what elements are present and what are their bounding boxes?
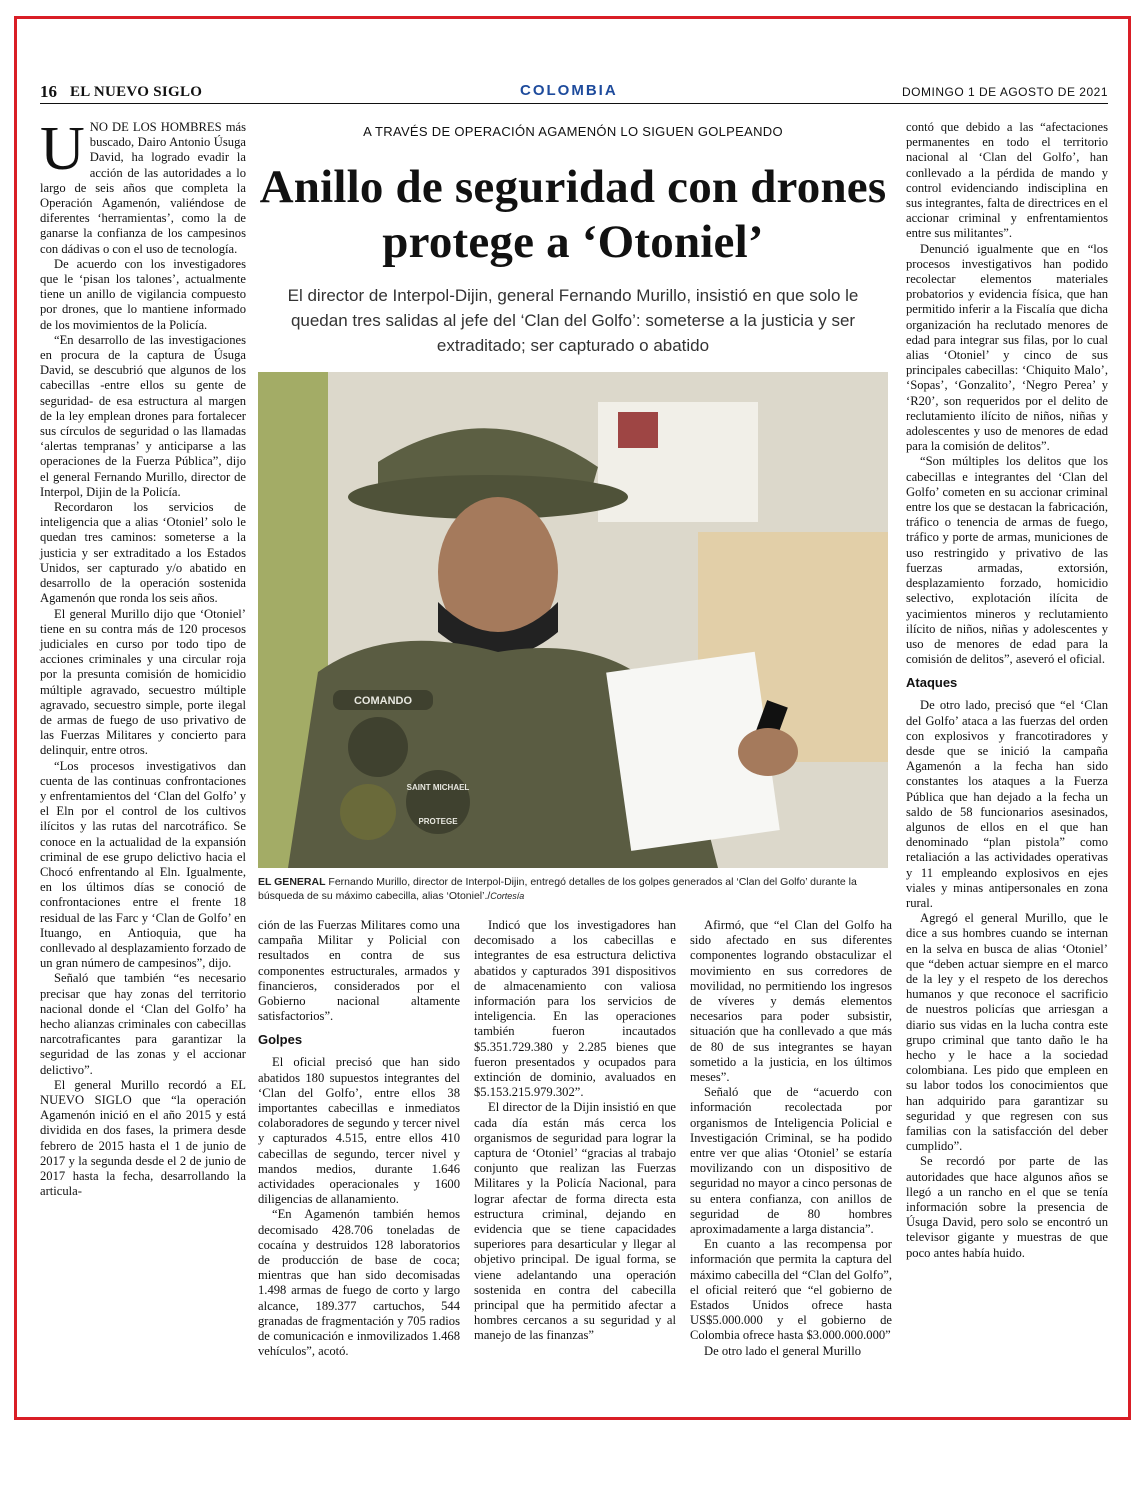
paragraph: Afirmó, que “el Clan del Golfo ha sido afectado en sus diferentes componentes logrando obstaculizar el movimiento en sus corredores de movilidad, no permitiendo los ingresos de víveres y demás elementos necesarios para poder subsistir, situación que ha conllevado a que más de 80 de sus integrantes se hayan sometido a la justicia, en los últimos meses”. [690,918,892,1085]
subhead-golpes: Golpes [258,1032,303,1048]
paragraph: Se recordó por parte de las autoridades que hace algunos años se llegó a un rancho en el que se tenía información sobre la presencia de Úsuga David, pero solo se encontró un televisor gigante y muestras de que poco antes había huido. [906,1154,1108,1260]
paragraph: ción de las Fuerzas Militares como una campaña Militar y Policial con resultados en contra de sus componentes estructurales, armados y financieros, considerados por el Gobierno nacional altamente satisfactorios”. [258,918,460,1024]
paragraph: Señaló que de “acuerdo con información recolectada por organismos de Inteligencia Policial e Investigación Criminal, se ha podido entre ver que alias ‘Otoniel’ se estaría movilizando con un dispositivo de seguridad no mayor a cinco personas de su entera confianza, con anillos de seguridad de 80 hombres aproximadamente a larga distancia”. [690,1085,892,1237]
column-3 [474,918,676,1344]
photo-badge: PROTEGE [418,817,458,826]
photo-caption [258,875,888,903]
subhead-ataques: Ataques [906,675,958,691]
photo-badge: COMANDO [353,695,413,707]
photo-illustration [258,372,888,868]
paragraph: Señaló que también “es necesario precisar que hay zonas del territorio nacional donde el ‘Clan del Golfo’ ha hecho alianzas criminales con cabecillas narcotraficantes para garantizar la seguridad de las zonas y el accionar delictivo”. [40,971,246,1077]
paragraph: más buscado, Dairo Antonio Úsuga David, ha logrado evadir la acción de las autoridades a lo largo de seis años que completa la Operación Agamenón, valiéndose de diferentes ‘herramientas’, como la de ganarse la confianza de los campesinos con dádivas o con el uso de tecnología. [40,120,246,256]
page-header [40,82,1108,104]
paragraph: Denunció igualmente que en “los procesos investigativos han podido recolectar elementos materiales probatorios y evidencia física, que han permitido inferir a la Fiscalía que dicha organización ha reclutado menores de edad para integrar sus filas, por lo cual alias ‘Otoniel’ y cinco de sus principales cabecillas: ‘Chiquito Malo’, ‘Sopas’, ‘Gonzalito’, ‘Negro Perea’ y ‘R20’, son requeridos por el delito de reclutamiento ilícito de niños, niñas y adolescentes y uso de menores de edad para la comisión de delitos”. [906,241,1108,454]
paragraph: El oficial precisó que han sido abatidos 180 supuestos integrantes del ‘Clan del Golfo’, entre ellos 38 importantes cabecillas e inmediatos colaboradores de segundo y tercer nivel y capturados 4.515, entre ellos 410 cabecillas de segundo, tercer nivel y mandos medios, durante 1.646 actividades operacionales y 1600 diligencias de allanamiento. [258,1055,460,1207]
paragraph: En cuanto a las recompensa por información que permita la captura del máximo cabecilla del “Clan del Golfo”, el oficial reiteró que “el gobierno de Estados Unidos ofrece hasta US$5.000.000 y el gobierno de Colombia ofrece hasta $3.000.000.000” [690,1237,892,1343]
photo-badge: SAINT MICHAEL [406,783,470,792]
lead-caps: NO DE LOS HOMBRES [89,120,222,134]
lead-paragraph [40,115,246,257]
article-kicker: A TRAVÉS DE OPERACIÓN AGAMENÓN LO SIGUEN GOLPEANDO [363,124,783,139]
paragraph: “Los procesos investigativos dan cuenta de las continuas confrontaciones y enfrentamientos del ‘Clan del Golfo’ y el Eln por el control de los cultivos ilícitos y las rutas del narcotráfico. Se conoce en la actualidad de la expansión criminal de ese grupo delictivo hacia el Chocó enfrentando al Eln. Igualmente, en los últimos días se conoció de confrontaciones entre el frente 18 residual de las Farc y ‘Clan de Golfo’ en Ituango, en Antioquia, que ha conllevado al desplazamiento forzado de un gran número de campesinos”, dijo. [40,758,246,971]
paragraph: El general Murillo dijo que ‘Otoniel’ tiene en su contra más de 120 procesos judiciales en curso por todo tipo de acciones criminales y una circular roja por la presunta comisión de homicidio múltiple agravado, secuestro múltiple agravado, secuestro simple, porte ilegal de armas de fuego de uso privativo de las Fuerzas Militares y concierto para delinquir, entre otros. [40,606,246,758]
article-photo [258,372,888,868]
caption-text: Fernando Murillo, director de Interpol-Dijin, entregó detalles de los golpes generados al ‘Clan del Golfo’ durante la búsqueda de su máximo cabecilla, alias ‘Otoniel’./ [258,876,857,902]
header-rule [40,103,1108,104]
issue-date: DOMINGO 1 DE AGOSTO DE 2021 [901,85,1108,99]
drop-cap: U [40,115,85,183]
paragraph: Indicó que los investigadores han decomisado a los cabecillas e integrantes de esa estructura delictiva abatidos y capturados 391 dispositivos de almacenamiento con valiosa información para los servicios de inteligencia. En las operaciones también fueron incautados $5.351.729.380 y 2.285 bienes que fueron presentados y ocupados para extinción de dominio, avaluados en $5.153.215.979.302”. [474,918,676,1100]
caption-lead: EL GENERAL [258,876,326,888]
paragraph: contó que debido a las “afectaciones permanentes en todo el territorio nacional al ‘Clan del Golfo’, han conllevado a la pérdida de mando y control evidenciando indisciplina en sus integrantes, falta de directrices en el accionar criminal y enfrentamientos entre sus militantes”. [906,120,1108,241]
column-2 [258,918,460,1359]
paragraph: De otro lado, precisó que “el ‘Clan del Golfo’ ataca a las fuerzas del orden con explosivos y francotiradores y desde que se inició la campaña Agamenón a la fecha han sido constantes los ataques a la Fuerza Pública que han dejado a la fecha un saldo de 58 funcionarios asesinados, algunos de ellos en el que han denominado “plan pistola” como retaliación a las actividades operativas y 11 empleando explosivos en ejes viales y minas antipersonales en zona rural. [906,698,1108,910]
section-name: COLOMBIA [520,82,618,99]
paragraph: El general Murillo recordó a EL NUEVO SIGLO que “la operación Agamenón inició en el año 2015 y está dividida en dos fases, la primera desde febrero de 2015 hasta el 1 de junio de 2017 y la segunda desde el 2 de junio de 2017 hasta la fecha, desarrollando la articula- [40,1077,246,1199]
column-4 [690,918,892,1359]
column-1 [40,115,246,1199]
paragraph: Agregó el general Murillo, que le dice a sus hombres cuando se internan en la selva en busca de alias ‘Otoniel’ que “deben actuar siempre en el marco de la ley y el respeto de los derechos humanos y que reconoce el sacrificio de nuestros policías que arriesgan a diario sus vidas en la lucha contra este grupo criminal que tanto daño le ha hecho y le hace a la sociedad colombiana. Les pido que empleen en su labor todos los conocimientos que han adquirido para garantizar su seguridad y que regresen con sus familias con la satisfacción del deber cumplido”. [906,911,1108,1154]
paragraph: El director de la Dijin insistió en que cada día están más cerca los organismos de seguridad para lograr la captura de ‘Otoniel’ “gracias al trabajo conjunto que realizan las Fuerzas Militares y la Policía Nacional, para lograr afectar de forma directa esta estructura criminal, dejando en evidencia que se tiene capacidades superiores para desarticular y llegar al objetivo principal. De igual forma, se viene adelantando una operación sostenida en contra del cabecilla principal que ha permitido afectar a hombres cercanos a su seguridad y al manejo de las finanzas” [474,1100,676,1343]
paragraph: “En Agamenón también hemos decomisado 428.706 toneladas de cocaína y destruidos 128 laboratorios de producción de base de coca; mientras que han sido decomisadas 1.498 armas de fuego de corto y largo alcance, 189.377 cartuchos, 544 granadas de fragmentación y 705 radios de comunicación e inmovilizados 1.468 vehículos”, acotó. [258,1207,460,1359]
paragraph: De acuerdo con los investigadores que le ‘pisan los talones’, actualmente tiene un anillo de vigilancia compuesto por drones, que lo mantiene informado de los movimientos de la Policía. [40,256,246,332]
page-number: 16 [40,82,57,101]
paragraph: “Son múltiples los delitos que los cabecillas e integrantes del ‘Clan del Golfo’ cometen en su accionar criminal entre los que se destacan la fabricación, tráfico o tenencia de armas de fuego, tráfico y porte de armas, municiones de uso restringido y privativo de las fuerzas armadas, extorsión, desplazamiento forzado, homicidio selectivo, explotación ilícita de yacimientos mineros y reclutamiento ilícito de niños, niñas y adolescentes y uso de menores de edad para la comisión de delitos”, aseveró el oficial. [906,454,1108,667]
paragraph: Recordaron los servicios de inteligencia que a alias ‘Otoniel’ solo le quedan tres caminos: someterse a la justicia y ser extraditado a los Estados Unidos, ser capturado y/o abatido en desarrollo de la operación sostenida Agamenón que ronda los seis años. [40,500,246,606]
paragraph: “En desarrollo de las investigaciones en procura de la captura de Úsuga David, se descubrió que algunos de los cabecillas -entre ellos su gente de seguridad- de esa estructura al margen de la ley emplean drones para fortalecer sus círculos de seguridad o las llamadas ‘alertas tempranas’ y anticiparse a las operaciones de la Fuerza Pública”, dijo el general Fernando Murillo, director de Interpol, Dijin de la Policía. [40,332,246,499]
paragraph: De otro lado el general Murillo [704,1343,862,1358]
article-deck: El director de Interpol-Dijin, general Fernando Murillo, insistió en que solo le quedan tres salidas al jefe del ‘Clan del Golfo’: someterse a la justicia y ser extraditado; ser capturado o abatido [287,286,859,355]
column-5 [906,120,1108,1261]
newspaper-brand: EL NUEVO SIGLO [70,84,203,100]
article-title: Anillo de seguridad con drones protege a ‘Otoniel’ [259,161,887,268]
photo-credit: Cortesía [490,891,525,901]
